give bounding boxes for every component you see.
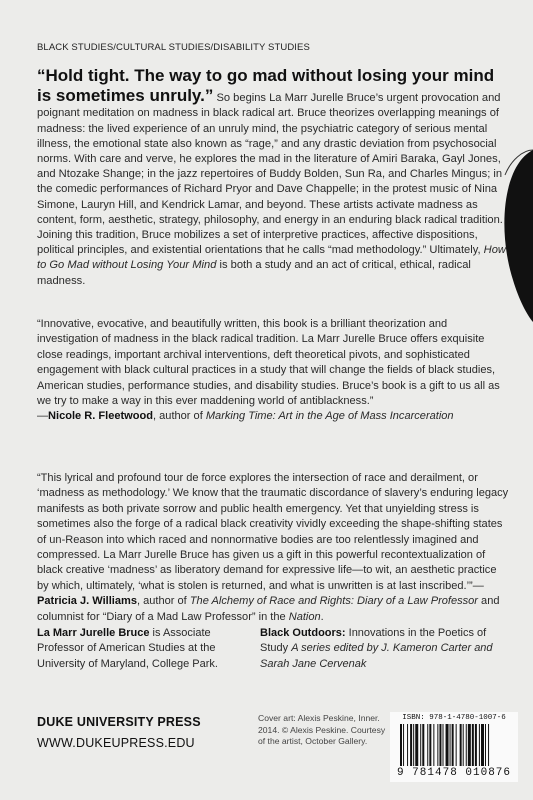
description-blurb <box>37 66 507 289</box>
publisher-name: DUKE UNIVERSITY PRESS <box>37 715 201 729</box>
endorsement-dash: — <box>472 579 484 592</box>
isbn-label: ISBN: 978-1-4780-1007-6 <box>402 714 506 722</box>
endorsement-text: “This lyrical and profound tour de force explores the intersection of race and derailment, or ‘madness as methodology.’ We know that the traumatic discordance of slavery’s enduring legacy manifests as both private sorrow and public health emergency. Yet that unyielding stress is sometimes also the forge of a radical black creativity vividly exceeding the shape-shifting states of un-Reason into which raced and nonnormative bodies are too relentlessly imagined and compressed. La Marr Jurelle Bruce has given us a gift in this powerful recontextualization of black creative ‘madness’ as liberatory demand for expressive life—to wit, an aesthetic practice by which, ultimately, ‘what is stolen is returned, and what is unwritten is at last inscribed.’” <box>37 472 509 592</box>
endorsement-role: , author of <box>153 410 206 423</box>
endorsement-dash: — <box>37 410 49 423</box>
blurb-title-ref: How to Go Mad without Losing Your Mind <box>37 244 506 272</box>
endorsement-work: Marking Time: Art in the Age of Mass Incarceration <box>205 410 454 423</box>
endorsement-tail: and columnist for “Diary of a Mad Law Professor” in the <box>37 595 500 623</box>
endorsement-outlet: Nation <box>288 610 321 623</box>
cover-art-credit: Cover art: Alexis Peskine, Inner. 2014. © Alexis Peskine. Courtesy of the artist, October Gallery. <box>258 713 386 747</box>
series-name: Black Outdoors: <box>260 627 346 639</box>
series-info <box>260 626 510 672</box>
author-name: La Marr Jurelle Bruce <box>37 627 150 639</box>
endorsement-author: Patricia J. Williams <box>37 595 137 608</box>
endorsement-fleetwood <box>37 317 509 425</box>
series-editors: A series edited by J. Kameron Carter and Sarah Jane Cervenak <box>260 642 493 670</box>
endorsement-end: . <box>320 610 324 623</box>
blurb-body: So begins La Marr Jurelle Bruce’s urgent provocation and poignant meditation on madness in black radical art. Bruce theorizes overlapping meanings of madness: the lived experience of an unruly mind, the psychiatric category of serious mental illness, the emotional state also known as “rage,” and any drastic deviation from psychosocial norms. With care and verve, he explores the mad in the literature of Amiri Baraka, Gayl Jones, and Ntozake Shange; in the jazz repertoires of Buddy Bolden, Sun Ra, and Charles Mingus; in the comedic performances of Richard Pryor and Dave Chappelle; in the protest music of Nina Simone, Lauryn Hill, and Kendrick Lamar, and beyond. These artists activate madness as content, form, aesthetic, strategy, philosophy, and energy in an enduring black radical tradition. Joining this tradition, Bruce mobilizes a set of interpretive practices, affective dispositions, political principles, and existential orientations that he calls “mad methodology.” Ultimately, <box>37 92 503 257</box>
publisher-url: WWW.DUKEUPRESS.EDU <box>37 736 195 750</box>
barcode <box>390 712 518 782</box>
author-bio <box>37 626 257 672</box>
category-label: BLACK STUDIES/CULTURAL STUDIES/DISABILITY STUDIES <box>37 42 310 53</box>
endorsement-williams <box>37 471 509 625</box>
blurb-body-end: is both a study and an act of critical, ethical, radical madness. <box>37 259 471 287</box>
endorsement-work: The Alchemy of Race and Rights: Diary of a Law Professor <box>189 595 478 608</box>
series-subtitle: Innovations in the Poetics of Study <box>260 627 487 655</box>
endorsement-author: Nicole R. Fleetwood <box>48 410 154 423</box>
endorsement-text: “Innovative, evocative, and beautifully written, this book is a brilliant theorization and investigation of madness in the black radical tradition. La Marr Jurelle Bruce offers exquisite close readings, important archival interventions, deft theoretical pivots, and sophisticated engagement with black cultural practices in a study that will change the fields of black studies, American studies, performance studies, and disability studies. Bruce’s book is a gift to us all as we try to make a way in this ever maddening world of antiblackness.” <box>37 318 500 408</box>
author-bio-text: is Associate Professor of American Studies at the University of Maryland, College Park. <box>37 627 218 670</box>
barcode-number: 9 781478 010876 <box>396 767 512 779</box>
blurb-hook: “Hold tight. The way to go mad without losing your mind is sometimes unruly.” <box>37 66 495 106</box>
barcode-bars <box>394 724 514 766</box>
publisher-block <box>37 712 201 754</box>
endorsement-role: , author of <box>136 595 190 608</box>
